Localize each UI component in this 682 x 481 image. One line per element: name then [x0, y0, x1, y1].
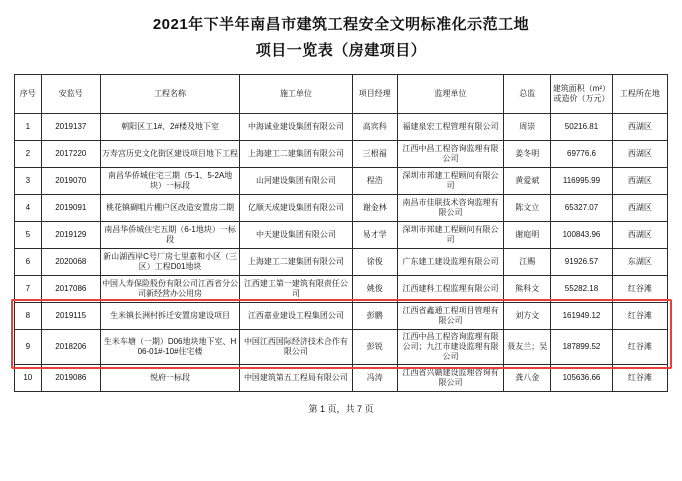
cell-unit: 上海建工二建集团有限公司: [240, 249, 353, 276]
page-footer: 第 1 页，共 7 页: [308, 404, 374, 414]
cell-location: 红谷滩: [612, 303, 667, 330]
cell-project: 生米车塘（一期）D06地块地下室、H06-01#-10#住宅楼: [100, 330, 239, 365]
cell-project: 桃花镇碉咀片棚户区改造安置房二期: [100, 195, 239, 222]
cell-chief: 刘方文: [504, 303, 551, 330]
cell-manager: 谢金林: [352, 195, 397, 222]
cell-unit: 中天建设集团有限公司: [240, 222, 353, 249]
table-header: [15, 75, 668, 114]
cell-chief: 谢庭明: [504, 222, 551, 249]
cell-seq: 1: [15, 114, 42, 141]
table-row: [15, 168, 668, 195]
cell-manager: 徐俊: [352, 249, 397, 276]
cell-seq: 2: [15, 141, 42, 168]
cell-project: 万寿宫历史文化街区建设项目地下工程: [100, 141, 239, 168]
cell-code: 2020068: [41, 249, 100, 276]
column-header-project: 工程名称: [100, 75, 239, 114]
cell-seq: 3: [15, 168, 42, 195]
cell-code: 2017220: [41, 141, 100, 168]
cell-manager: 彭鹏: [352, 303, 397, 330]
column-header-supervisor: 监理单位: [397, 75, 503, 114]
table-body: [15, 114, 668, 392]
table-row: [15, 249, 668, 276]
table-header-row: [15, 75, 668, 114]
cell-code: 2019086: [41, 365, 100, 392]
cell-supervisor: 江西中昌工程咨询监理有限公司；九江市建设监理有限公司: [397, 330, 503, 365]
cell-chief: 周崇: [504, 114, 551, 141]
table-row: [15, 141, 668, 168]
cell-manager: 姚俊: [352, 276, 397, 303]
cell-area: 69776.6: [551, 141, 612, 168]
cell-chief: 聂友兰；吴: [504, 330, 551, 365]
cell-location: 西湖区: [612, 222, 667, 249]
page-title-line-2: 项目一览表（房建项目）: [255, 42, 427, 59]
cell-area: 65327.07: [551, 195, 612, 222]
table-row: [15, 114, 668, 141]
cell-area: 100843.96: [551, 222, 612, 249]
column-header-chief: 总监: [504, 75, 551, 114]
cell-code: 2019137: [41, 114, 100, 141]
cell-project: 中国人寿保险股份有限公司江西省分公司新经营办公用房: [100, 276, 239, 303]
cell-location: 西湖区: [612, 195, 667, 222]
cell-location: 西湖区: [612, 141, 667, 168]
table-row: [15, 222, 668, 249]
cell-code: 2018206: [41, 330, 100, 365]
cell-location: 红谷滩: [612, 330, 667, 365]
cell-unit: 山河建设集团有限公司: [240, 168, 353, 195]
cell-area: 50216.81: [551, 114, 612, 141]
cell-location: 红谷滩: [612, 365, 667, 392]
cell-seq: 7: [15, 276, 42, 303]
cell-chief: 龚八金: [504, 365, 551, 392]
table-row-highlighted: [15, 330, 668, 365]
cell-seq: 10: [15, 365, 42, 392]
cell-location: 西湖区: [612, 168, 667, 195]
cell-code: 2017086: [41, 276, 100, 303]
cell-supervisor: 江西建科工程监理有限公司: [397, 276, 503, 303]
cell-unit: 上海建工二建集团有限公司: [240, 141, 353, 168]
column-header-code: 安监号: [41, 75, 100, 114]
cell-area: 161949.12: [551, 303, 612, 330]
cell-project: 悦府一标段: [100, 365, 239, 392]
cell-manager: 程浩: [352, 168, 397, 195]
page-title: [0, 0, 682, 64]
cell-supervisor: 江西省鑫通工程项目管理有限公司: [397, 303, 503, 330]
project-table: [14, 74, 668, 392]
cell-manager: 易才学: [352, 222, 397, 249]
cell-supervisor: 广东建工建设监理有限公司: [397, 249, 503, 276]
cell-code: 2019129: [41, 222, 100, 249]
cell-seq: 6: [15, 249, 42, 276]
cell-area: 116995.99: [551, 168, 612, 195]
cell-area: 55282.18: [551, 276, 612, 303]
cell-unit: 江西嘉业建设工程集团公司: [240, 303, 353, 330]
cell-seq: 5: [15, 222, 42, 249]
column-header-unit: 施工单位: [240, 75, 353, 114]
column-header-manager: 项目经理: [352, 75, 397, 114]
cell-chief: 黄爱斌: [504, 168, 551, 195]
cell-unit: 中海诚业建设集团有限公司: [240, 114, 353, 141]
cell-location: 西湖区: [612, 114, 667, 141]
cell-supervisor: 南昌市佳联技术咨询监理有限公司: [397, 195, 503, 222]
table-row: [15, 365, 668, 392]
cell-seq: 4: [15, 195, 42, 222]
cell-area: 105636.66: [551, 365, 612, 392]
table-row-highlighted: [15, 303, 668, 330]
cell-location: 东湖区: [612, 249, 667, 276]
cell-project: 南昌华侨城住宅三期（5-1、5-2A地块）一标段: [100, 168, 239, 195]
cell-project: 南昌华侨城住宅五期（6-1地块）一标段: [100, 222, 239, 249]
cell-manager: 三根福: [352, 141, 397, 168]
cell-manager: 彭锐: [352, 330, 397, 365]
column-header-seq: 序号: [15, 75, 42, 114]
cell-code: 2019115: [41, 303, 100, 330]
cell-code: 2019091: [41, 195, 100, 222]
cell-supervisor: 江西中昌工程咨询监理有限公司: [397, 141, 503, 168]
cell-project: 新山湖西岸C号厂房七里嘉和小区（三区）工程D01地块: [100, 249, 239, 276]
column-header-area: 建筑面积（m²）或造价（万元）: [551, 75, 612, 114]
cell-chief: 姜冬明: [504, 141, 551, 168]
cell-seq: 9: [15, 330, 42, 365]
cell-manager: 冯涛: [352, 365, 397, 392]
cell-project: 生米镇长洲村拆迁安置房建设项目: [100, 303, 239, 330]
cell-project: 朝阳区工1#、2#楼及地下室: [100, 114, 239, 141]
cell-area: 91926.57: [551, 249, 612, 276]
page-title-line-1: 2021年下半年南昌市建筑工程安全文明标准化示范工地: [152, 16, 530, 33]
table-row: [15, 195, 668, 222]
cell-supervisor: 深圳市邦建工程顾问有限公司: [397, 168, 503, 195]
cell-supervisor: 福建泉宏工程管理有限公司: [397, 114, 503, 141]
cell-area: 187899.52: [551, 330, 612, 365]
cell-location: 红谷滩: [612, 276, 667, 303]
cell-unit: 中国建筑第五工程局有限公司: [240, 365, 353, 392]
cell-chief: 江赐: [504, 249, 551, 276]
cell-chief: 陈文立: [504, 195, 551, 222]
cell-supervisor: 深圳市邦建工程顾问有限公司: [397, 222, 503, 249]
table-container: [14, 74, 668, 392]
table-row: [15, 276, 668, 303]
column-header-location: 工程所在地: [612, 75, 667, 114]
cell-unit: 中国江西国际经济技术合作有限公司: [240, 330, 353, 365]
cell-unit: 亿顺天成建设集团有限公司: [240, 195, 353, 222]
cell-manager: 高宾科: [352, 114, 397, 141]
cell-unit: 江西建工第一建筑有限责任公司: [240, 276, 353, 303]
cell-seq: 8: [15, 303, 42, 330]
cell-code: 2019070: [41, 168, 100, 195]
cell-chief: 熊科文: [504, 276, 551, 303]
cell-supervisor: 江西省兴赣建设监理咨询有限公司: [397, 365, 503, 392]
